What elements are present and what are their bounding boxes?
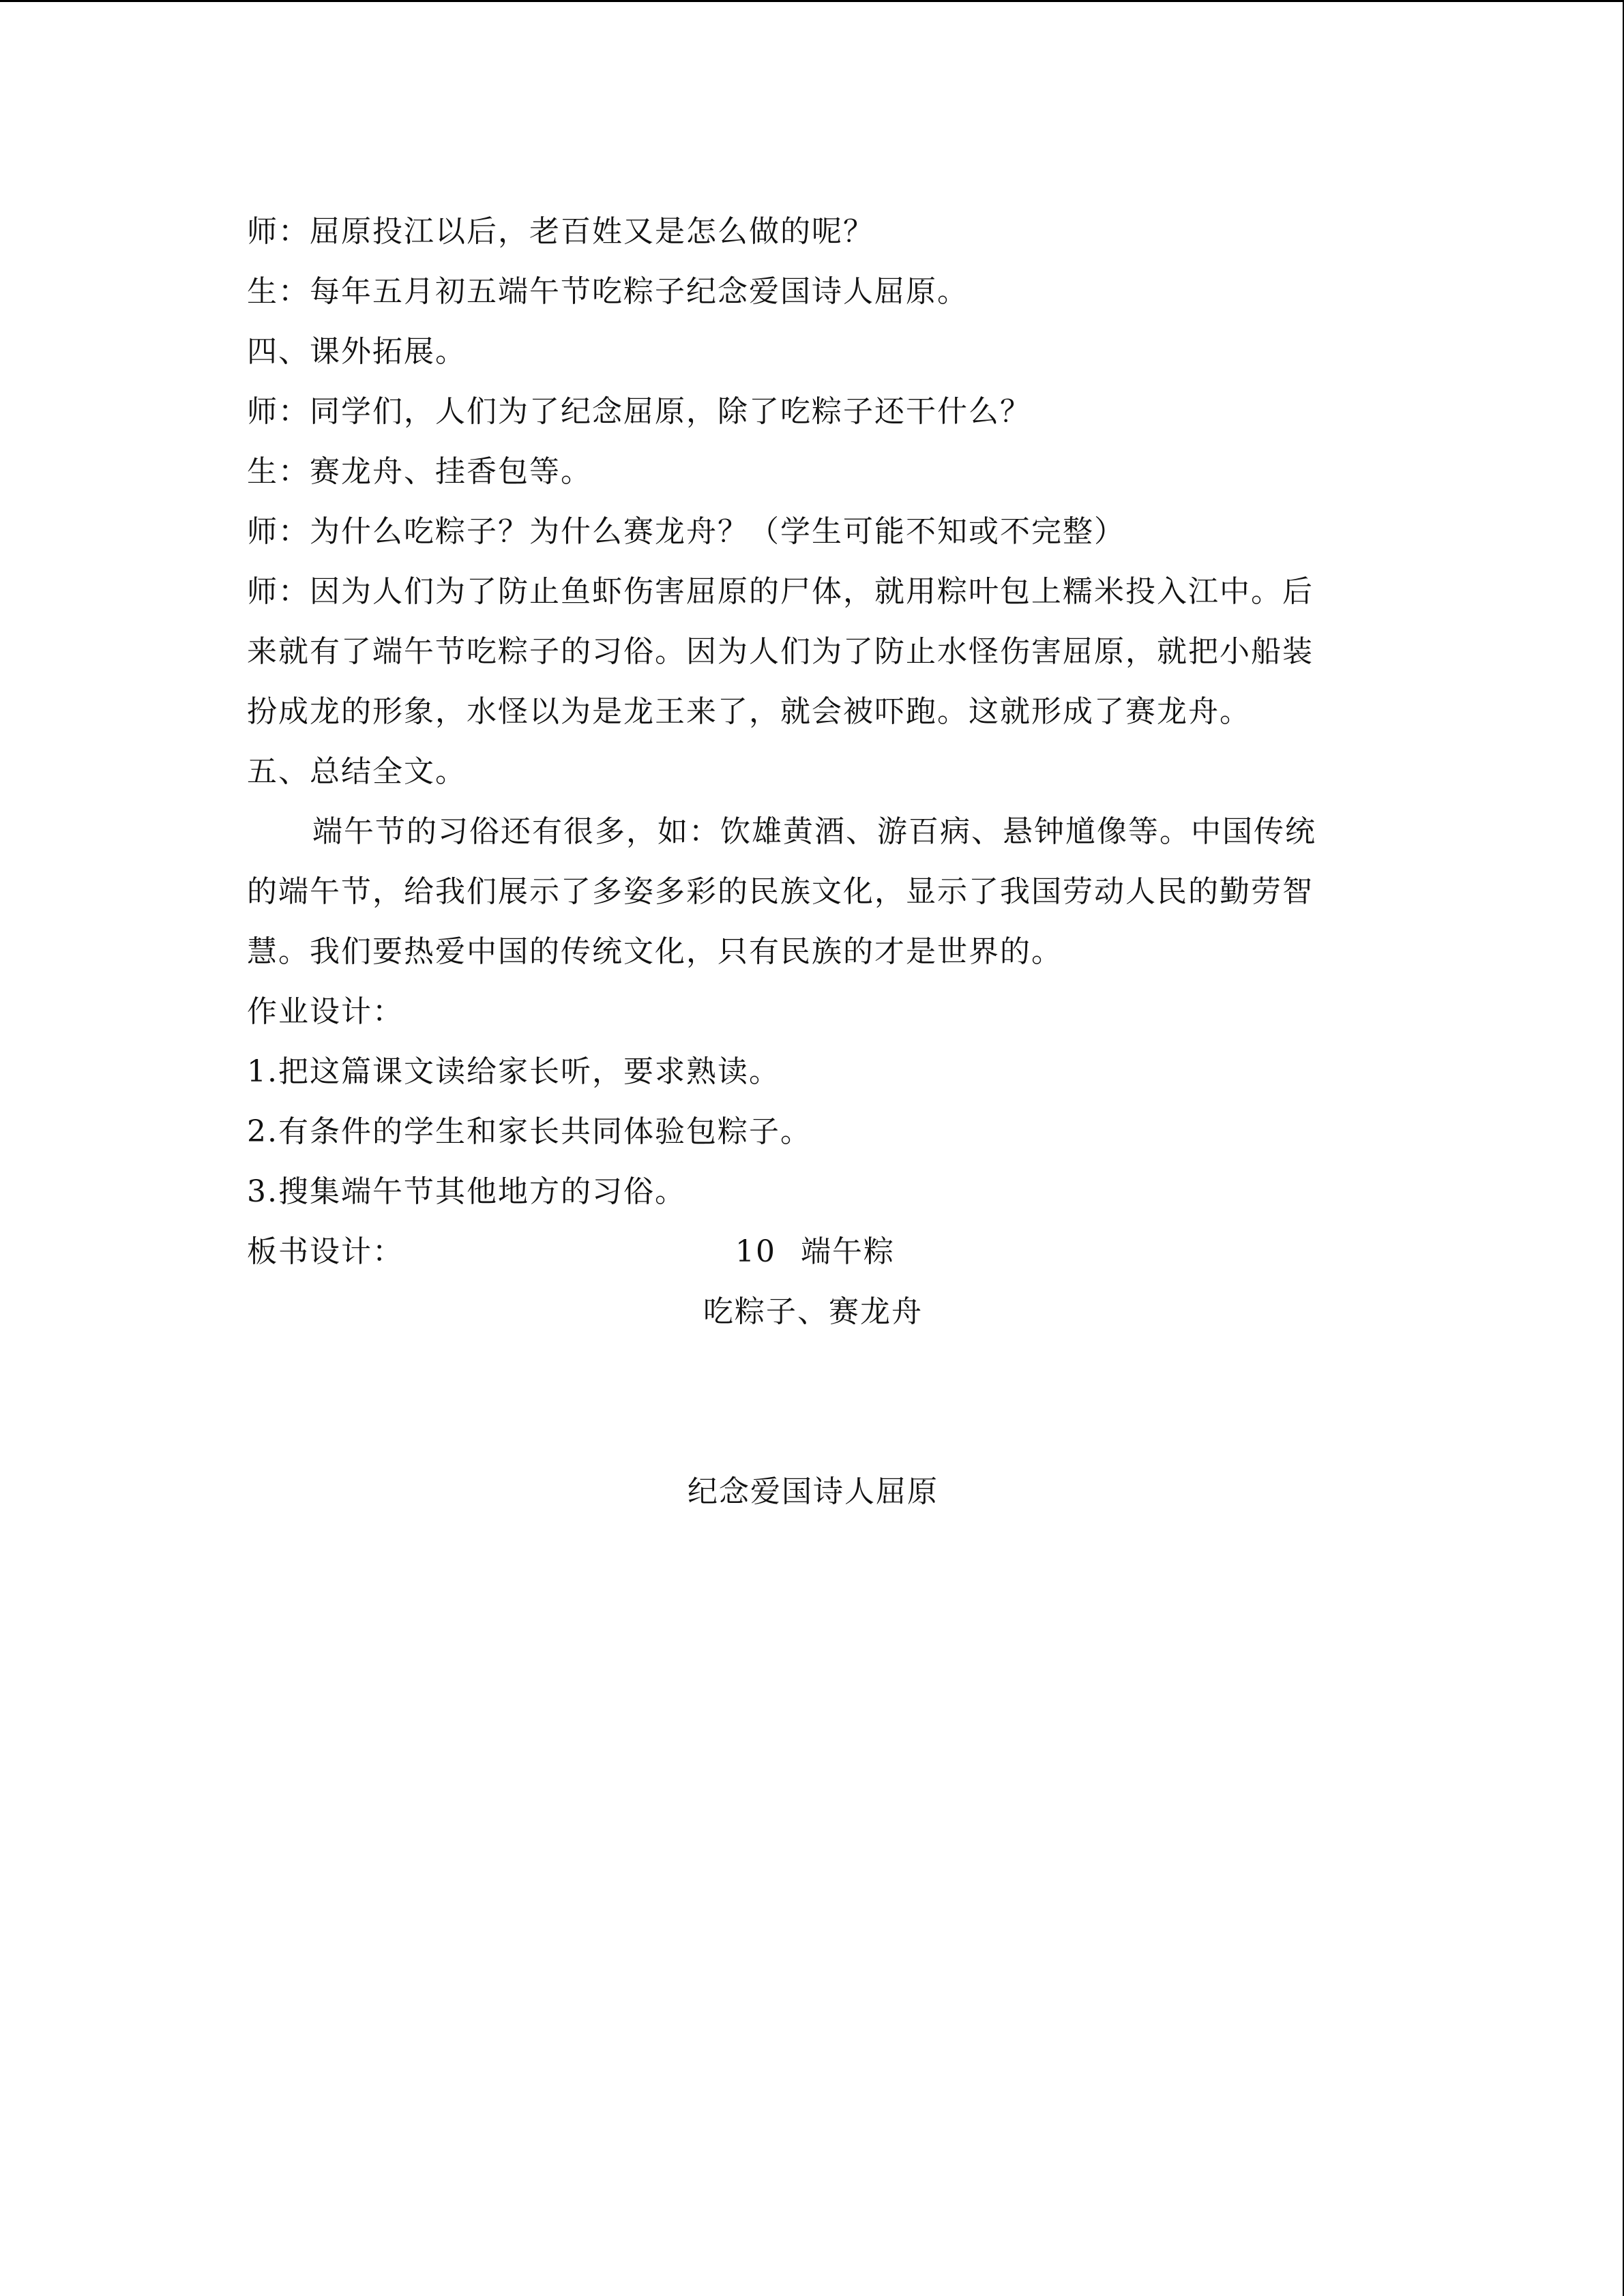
homework-item: 2.有条件的学生和家长共同体验包粽子。 — [247, 1114, 812, 1149]
dialogue-line: 生：每年五月初五端午节吃粽子纪念爱国诗人屈原。 — [247, 274, 969, 309]
lesson-title: 端午粽 — [801, 1234, 895, 1269]
homework-item: 3.搜集端午节其他地方的习俗。 — [247, 1174, 686, 1209]
paragraph-line: 来就有了端午节吃粽子的习俗。因为人们为了防止水怪伤害屈原，就把小船装 — [247, 634, 1314, 669]
section-heading: 作业设计： — [247, 994, 404, 1029]
board-line-2: 纪念爱国诗人屈原 — [688, 1474, 939, 1509]
lesson-number: 10 — [735, 1234, 776, 1269]
paragraph-line: 扮成龙的形象，水怪以为是龙王来了，就会被吓跑。这就形成了赛龙舟。 — [247, 694, 1251, 729]
page-top-border — [0, 0, 1624, 2]
board-line-1: 吃粽子、赛龙舟 — [703, 1294, 923, 1329]
dialogue-line: 师：为什么吃粽子？为什么赛龙舟？（学生可能不知或不完整） — [247, 514, 1125, 549]
board-title — [735, 1232, 895, 1272]
board-design-label: 板书设计： — [247, 1234, 404, 1269]
section-heading: 四、课外拓展。 — [247, 334, 467, 369]
paragraph-line: 慧。我们要热爱中国的传统文化，只有民族的才是世界的。 — [247, 934, 1063, 969]
homework-item: 1.把这篇课文读给家长听，要求熟读。 — [247, 1054, 780, 1089]
dialogue-line: 生：赛龙舟、挂香包等。 — [247, 454, 592, 489]
dialogue-line: 师：同学们，人们为了纪念屈原，除了吃粽子还干什么？ — [247, 394, 1031, 429]
paragraph-line: 的端午节，给我们展示了多姿多彩的民族文化，显示了我国劳动人民的勤劳智 — [247, 874, 1314, 909]
paragraph-line: 端午节的习俗还有很多，如：饮雄黄酒、游百病、悬钟馗像等。中国传统 — [312, 814, 1316, 849]
dialogue-line: 师：因为人们为了防止鱼虾伤害屈原的尸体，就用粽叶包上糯米投入江中。后 — [247, 574, 1314, 609]
dialogue-line: 师：屈原投江以后，老百姓又是怎么做的呢？ — [247, 214, 874, 249]
section-heading: 五、总结全文。 — [247, 754, 467, 789]
